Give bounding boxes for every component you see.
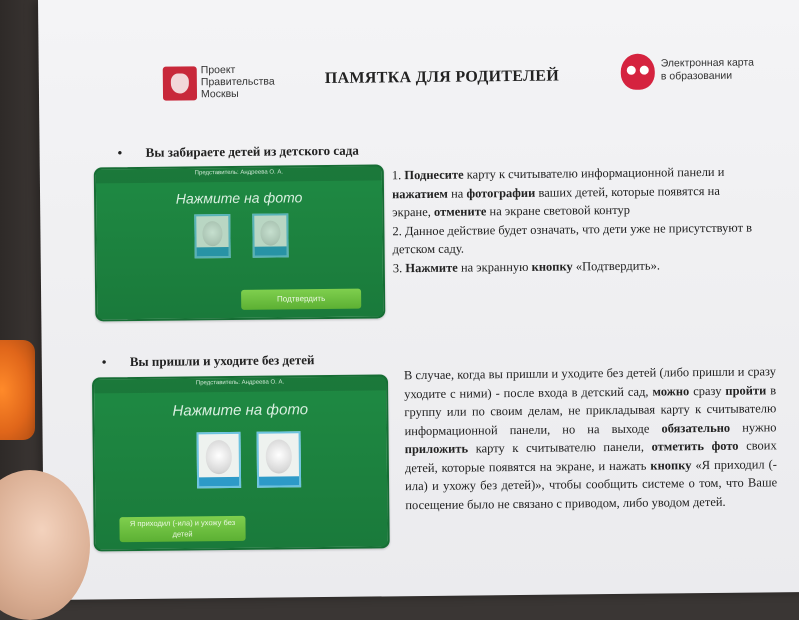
step-text: ваших детей, которые появятся на экране, xyxy=(392,183,720,220)
child-photo-2[interactable] xyxy=(252,213,288,257)
para-text: нужно xyxy=(730,419,777,435)
representative-label: Представитель: Андреева О. А. xyxy=(195,379,285,387)
step-bold: Поднесите xyxy=(404,167,464,183)
logo-right-text: Электронная карта в образовании xyxy=(660,56,754,83)
memo-sheet xyxy=(38,0,799,600)
step-text: карту к считывателю информационной панели и xyxy=(463,164,725,182)
para-bold: пройти xyxy=(725,382,767,398)
para-text: карту к считывателю панели, xyxy=(467,439,652,456)
section1-heading: Вы забираете детей из детского сада xyxy=(145,142,359,160)
para-bold: приложить xyxy=(404,441,469,457)
photo-caption xyxy=(197,247,229,256)
page-title: ПАМЯТКА ДЛЯ РОДИТЕЛЕЙ xyxy=(324,67,560,88)
step-bold: Нажмите xyxy=(405,260,458,275)
para-text: сразу xyxy=(689,383,726,398)
step-text: Данное действие будет означать, что дети уже не присутствуют в детском саду. xyxy=(392,220,753,257)
child-face-icon xyxy=(202,221,223,247)
step-num: 1. xyxy=(391,168,402,183)
step-text: на xyxy=(447,186,467,201)
step-bold: кнопку xyxy=(531,258,573,274)
leave-without-children-button[interactable]: Я приходил (-ила) и ухожу без детей xyxy=(119,516,245,542)
para-bold: можно xyxy=(652,383,690,399)
para-bold: обязательно xyxy=(661,420,731,435)
section1-steps xyxy=(392,162,761,277)
step-text: на экранную xyxy=(457,259,532,275)
screen-prompt: Нажмите на фото xyxy=(175,189,303,207)
step-1 xyxy=(392,162,761,221)
child-face-icon xyxy=(206,440,232,474)
step-num: 2. xyxy=(392,223,402,238)
step-bold: фотографии xyxy=(466,185,536,201)
para-text: «Я приходил (-ила) и ухожу без детей)», чтобы сообщить системе о том, что Ваше посещение было не связано с приводом, либо уводом детей. xyxy=(405,456,778,512)
step-2 xyxy=(392,218,760,259)
child-photo-2[interactable] xyxy=(257,431,302,487)
logo-left-text: Проект Правительства Москвы xyxy=(200,63,275,101)
screen-prompt: Нажмите на фото xyxy=(172,401,309,420)
para-text: в группу или по своим делам, не прикладывая карту к считывателю информационной панели, но на выходе xyxy=(404,382,777,438)
section2-heading: Вы пришли и уходите без детей xyxy=(129,352,315,370)
step-bold: отмените xyxy=(433,204,487,219)
step-bold: нажатием xyxy=(391,186,448,201)
photo-caption xyxy=(255,246,287,255)
child-face-icon xyxy=(266,440,292,474)
coat-of-arms-icon xyxy=(171,73,189,93)
child-photo-1[interactable] xyxy=(197,432,242,488)
para-text: В случае, когда вы пришли и уходите без детей (либо пришли и сразу уходите с ними) - после входа в детский сад, xyxy=(403,364,777,401)
kiosk-screen-2 xyxy=(92,374,390,551)
child-photo-1[interactable] xyxy=(194,214,230,258)
para-bold: отметить фото xyxy=(651,438,739,454)
bullet-2: • xyxy=(101,354,107,370)
photo-caption xyxy=(199,477,239,486)
child-face-icon xyxy=(260,220,281,246)
confirm-button[interactable]: Подтвердить xyxy=(241,289,361,310)
representative-label: Представитель: Андреева О. А. xyxy=(194,169,284,177)
para-bold: кнопку xyxy=(650,457,692,473)
moscow-government-logo xyxy=(163,66,197,100)
step-text: «Подтвердить». xyxy=(572,258,660,273)
orange-cup xyxy=(0,340,35,440)
step-text: на экране световой контур xyxy=(486,202,631,219)
photo-caption xyxy=(259,476,299,485)
para-text: своих детей, которые появятся на экране, и нажать xyxy=(404,438,777,475)
step-3 xyxy=(393,255,761,277)
owl-logo-icon xyxy=(621,54,655,90)
section2-paragraph xyxy=(404,362,778,514)
step-num: 3. xyxy=(392,260,403,275)
kiosk-screen-1 xyxy=(94,164,386,321)
bullet-1: • xyxy=(117,145,123,161)
